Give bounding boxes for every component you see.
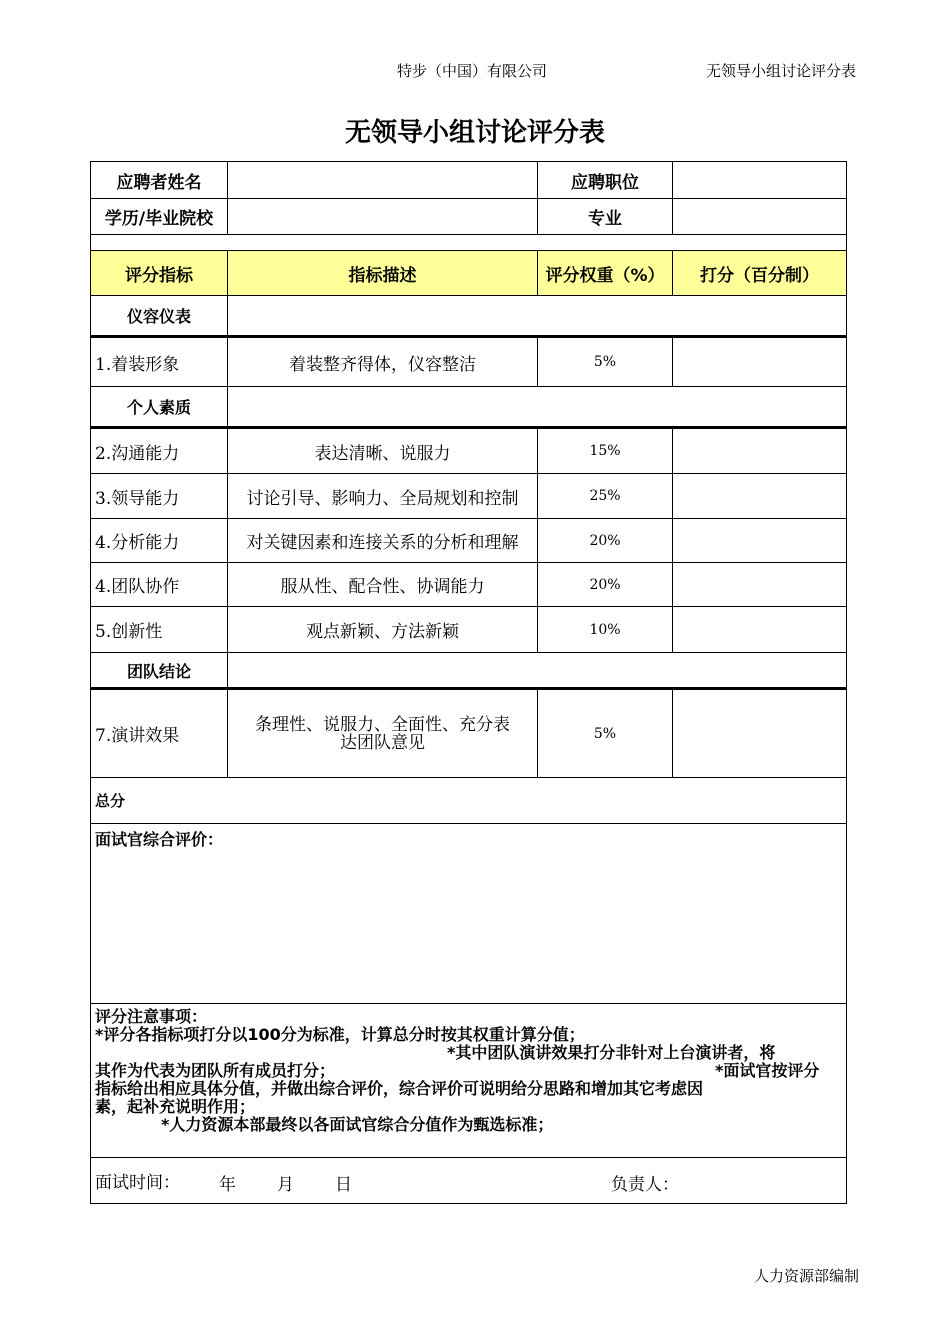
scoring-table (90, 161, 847, 1204)
score-cell[interactable] (673, 428, 847, 474)
notes-title: 评分注意事项： (95, 1007, 208, 1026)
section-name: 个人素质 (91, 387, 228, 428)
education-label: 学历/毕业院校 (91, 199, 228, 235)
total-score-row[interactable] (91, 778, 847, 824)
position-value-cell[interactable] (673, 162, 847, 199)
section-name: 团队结论 (91, 653, 228, 689)
position-label: 应聘职位 (538, 162, 673, 199)
interviewer-comment-label: 面试官综合评价： (95, 830, 224, 849)
notes-line: 指标给出相应具体分值，并做出综合评价，综合评价可说明给分思路和增加其它考虑因 (95, 1079, 704, 1098)
indicator-weight: 25% (538, 474, 673, 519)
indicator-weight: 10% (538, 607, 673, 653)
indicator-label: 4.团队协作 (91, 563, 228, 607)
interview-time-label: 面试时间： (95, 1173, 180, 1193)
major-value-cell[interactable] (673, 199, 847, 235)
name-label: 应聘者姓名 (91, 162, 228, 199)
col-header-weight: 评分权重（%） (538, 251, 673, 296)
col-header-indicator: 评分指标 (91, 251, 228, 296)
indicator-weight: 20% (538, 519, 673, 563)
indicator-description (228, 689, 538, 778)
indicator-label: 1.着装形象 (91, 337, 228, 387)
scoring-notes (91, 1004, 847, 1158)
education-value-cell[interactable] (228, 199, 538, 235)
indicator-description: 讨论引导、影响力、全局规划和控制 (228, 474, 538, 519)
notes-line: 素，起补充说明作用； (95, 1097, 256, 1116)
notes-line (95, 1062, 842, 1080)
notes-line: *其中团队演讲效果打分非针对上台演讲者，将 (447, 1043, 776, 1062)
notes-line-part: 其作为代表为团队所有成员打分； (95, 1061, 336, 1080)
indicator-weight: 5% (538, 689, 673, 778)
notes-line-part: *面试官按评分 (715, 1061, 820, 1080)
section-name: 仪容仪表 (91, 296, 228, 337)
total-score-label: 总分 (95, 792, 126, 810)
score-cell[interactable] (673, 689, 847, 778)
header-doc-name: 无领导小组讨论评分表 (706, 62, 857, 80)
year-label: 年 (219, 1175, 236, 1195)
name-value-cell[interactable] (228, 162, 538, 199)
indicator-description: 着装整齐得体，仪容整洁 (228, 337, 538, 387)
score-cell[interactable] (673, 519, 847, 563)
indicator-description: 表达清晰、说服力 (228, 428, 538, 474)
col-header-score: 打分（百分制） (673, 251, 847, 296)
indicator-description: 观点新颖、方法新颖 (228, 607, 538, 653)
responsible-person-label: 负责人： (611, 1175, 679, 1195)
notes-line: *人力资源本部最终以各面试官综合分值作为甄选标准； (161, 1115, 554, 1134)
score-cell[interactable] (673, 474, 847, 519)
indicator-description: 服从性、配合性、协调能力 (228, 563, 538, 607)
indicator-weight: 5% (538, 337, 673, 387)
day-label: 日 (335, 1175, 352, 1195)
signoff-row (91, 1158, 847, 1204)
score-cell[interactable] (673, 563, 847, 607)
company-name: 特步（中国）有限公司 (397, 62, 548, 80)
indicator-label: 5.创新性 (91, 607, 228, 653)
month-label: 月 (277, 1175, 294, 1195)
indicator-weight: 20% (538, 563, 673, 607)
footer-department: 人力资源部编制 (754, 1267, 860, 1285)
notes-line: *评分各指标项打分以100分为标准，计算总分时按其权重计算分值； (95, 1025, 585, 1044)
page-title: 无领导小组讨论评分表 (344, 118, 605, 148)
indicator-weight: 15% (538, 428, 673, 474)
major-label: 专业 (538, 199, 673, 235)
indicator-label: 2.沟通能力 (91, 428, 228, 474)
description-line: 条理性、说服力、全面性、充分表 (255, 714, 510, 735)
interviewer-comment-cell[interactable] (91, 824, 847, 1004)
score-cell[interactable] (673, 607, 847, 653)
spacer-row (91, 235, 847, 251)
description-line: 达团队意见 (340, 732, 425, 753)
indicator-label: 7.演讲效果 (91, 689, 228, 778)
indicator-description: 对关键因素和连接关系的分析和理解 (228, 519, 538, 563)
score-cell[interactable] (673, 337, 847, 387)
indicator-label: 3.领导能力 (91, 474, 228, 519)
col-header-description: 指标描述 (228, 251, 538, 296)
indicator-label: 4.分析能力 (91, 519, 228, 563)
